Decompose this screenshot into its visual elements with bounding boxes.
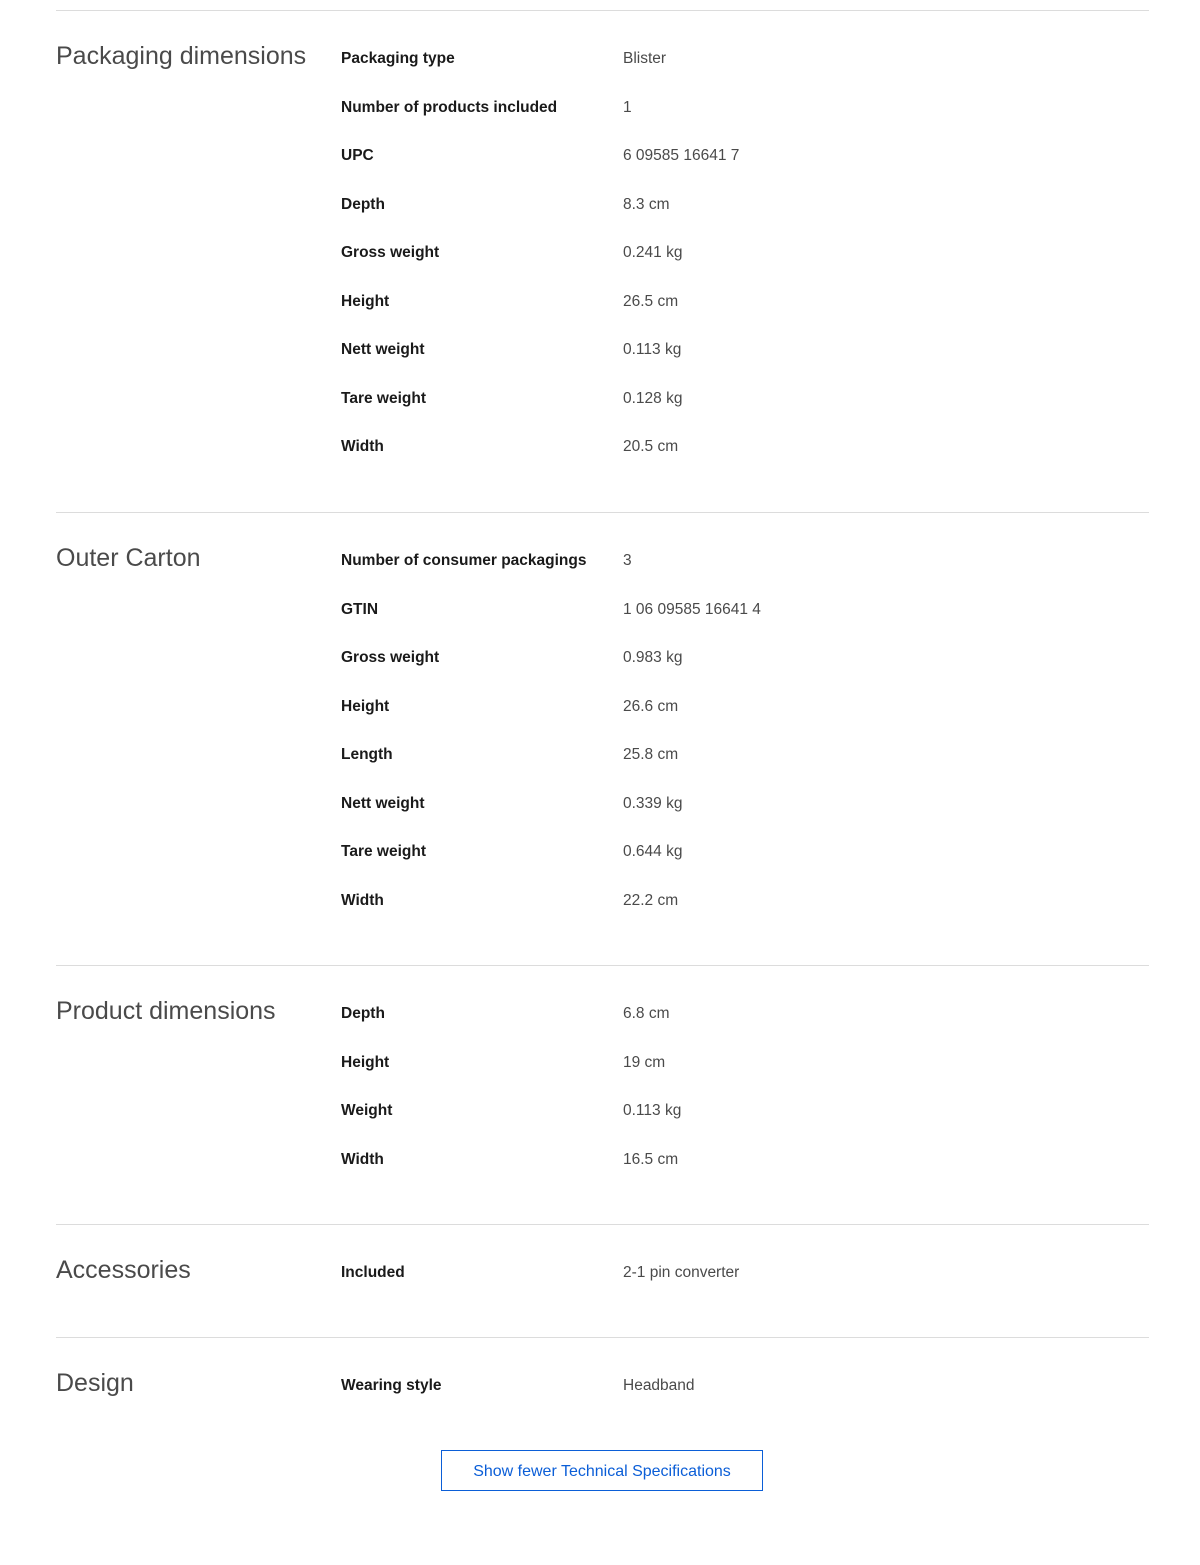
section-title: Product dimensions xyxy=(56,997,276,1025)
spec-label: Tare weight xyxy=(341,389,426,407)
spec-value: 1 xyxy=(623,98,632,116)
spec-label: Width xyxy=(341,1150,384,1168)
spec-row xyxy=(341,649,1149,698)
spec-value: Blister xyxy=(623,50,667,67)
spec-row xyxy=(341,1377,1149,1426)
spec-row xyxy=(341,1054,1149,1103)
spec-label: Wearing style xyxy=(341,1377,442,1394)
spec-rows xyxy=(341,966,1149,1224)
spec-value: 20.5 cm xyxy=(623,438,679,455)
spec-row xyxy=(341,244,1149,293)
spec-row xyxy=(341,892,1149,941)
spec-row xyxy=(341,843,1149,892)
spec-row xyxy=(341,438,1149,487)
spec-label: Depth xyxy=(341,195,385,213)
section-title: Design xyxy=(56,1369,134,1397)
spec-rows xyxy=(341,1338,1149,1437)
spec-label: Width xyxy=(341,438,384,455)
spec-row xyxy=(341,293,1149,342)
spec-row xyxy=(341,1102,1149,1151)
spec-value: 22.2 cm xyxy=(623,891,679,909)
spec-row xyxy=(341,341,1149,390)
spec-rows xyxy=(341,1225,1149,1337)
spec-value: 2-1 pin converter xyxy=(623,1264,740,1281)
spec-label: Included xyxy=(341,1264,405,1281)
spec-container xyxy=(56,10,1149,1437)
spec-value: 0.644 kg xyxy=(623,843,683,860)
spec-value: 0.113 kg xyxy=(623,341,682,358)
spec-label: Gross weight xyxy=(341,244,440,261)
show-fewer-specs-button[interactable]: Show fewer Technical Specifications xyxy=(441,1450,763,1491)
spec-label: GTIN xyxy=(341,600,379,618)
section-title: Packaging dimensions xyxy=(56,42,307,70)
spec-value: 0.128 kg xyxy=(623,389,683,407)
spec-row xyxy=(341,1005,1149,1054)
spec-value: 6.8 cm xyxy=(623,1005,670,1022)
spec-label: Tare weight xyxy=(341,843,426,860)
spec-label: Number of products included xyxy=(341,98,558,116)
spec-row xyxy=(341,99,1149,148)
spec-label: Height xyxy=(341,1053,390,1071)
spec-value: 0.339 kg xyxy=(623,794,683,812)
spec-value: 0.113 kg xyxy=(623,1102,682,1119)
spec-label: Packaging type xyxy=(341,50,455,67)
spec-rows xyxy=(341,11,1149,512)
spec-row xyxy=(341,1264,1149,1313)
spec-value: 19 cm xyxy=(623,1053,666,1071)
spec-value: 0.983 kg xyxy=(623,649,683,666)
spec-section-outer-carton xyxy=(56,512,1149,965)
spec-value: 3 xyxy=(623,552,632,569)
spec-label: Gross weight xyxy=(341,649,440,666)
spec-label: Depth xyxy=(341,1005,385,1022)
spec-row xyxy=(341,746,1149,795)
section-title: Accessories xyxy=(56,1256,191,1284)
spec-value: 0.241 kg xyxy=(623,244,683,261)
spec-value: Headband xyxy=(623,1377,695,1394)
spec-label: Nett weight xyxy=(341,794,425,812)
spec-label: Height xyxy=(341,697,390,715)
spec-section-accessories xyxy=(56,1224,1149,1337)
spec-row xyxy=(341,196,1149,245)
spec-row xyxy=(341,698,1149,747)
spec-value: 8.3 cm xyxy=(623,195,670,213)
spec-rows xyxy=(341,513,1149,965)
spec-row xyxy=(341,552,1149,601)
spec-section-packaging-dimensions xyxy=(56,10,1149,512)
spec-row xyxy=(341,147,1149,196)
spec-row xyxy=(341,50,1149,99)
spec-label: Length xyxy=(341,746,393,763)
spec-row xyxy=(341,601,1149,650)
spec-row xyxy=(341,1151,1149,1200)
spec-row xyxy=(341,390,1149,439)
spec-value: 16.5 cm xyxy=(623,1150,679,1168)
spec-value: 26.6 cm xyxy=(623,697,679,715)
spec-value: 25.8 cm xyxy=(623,746,679,763)
section-title: Outer Carton xyxy=(56,544,201,572)
spec-label: Width xyxy=(341,891,384,909)
spec-label: Number of consumer packagings xyxy=(341,552,587,569)
spec-value: 26.5 cm xyxy=(623,292,679,310)
spec-label: Height xyxy=(341,292,390,310)
spec-label: Weight xyxy=(341,1102,393,1119)
spec-row xyxy=(341,795,1149,844)
spec-label: UPC xyxy=(341,147,374,164)
spec-label: Nett weight xyxy=(341,341,425,358)
toggle-button-wrapper xyxy=(441,1450,763,1491)
spec-section-design xyxy=(56,1337,1149,1437)
spec-section-product-dimensions xyxy=(56,965,1149,1224)
spec-value: 6 09585 16641 7 xyxy=(623,147,740,164)
spec-value: 1 06 09585 16641 4 xyxy=(623,600,761,618)
